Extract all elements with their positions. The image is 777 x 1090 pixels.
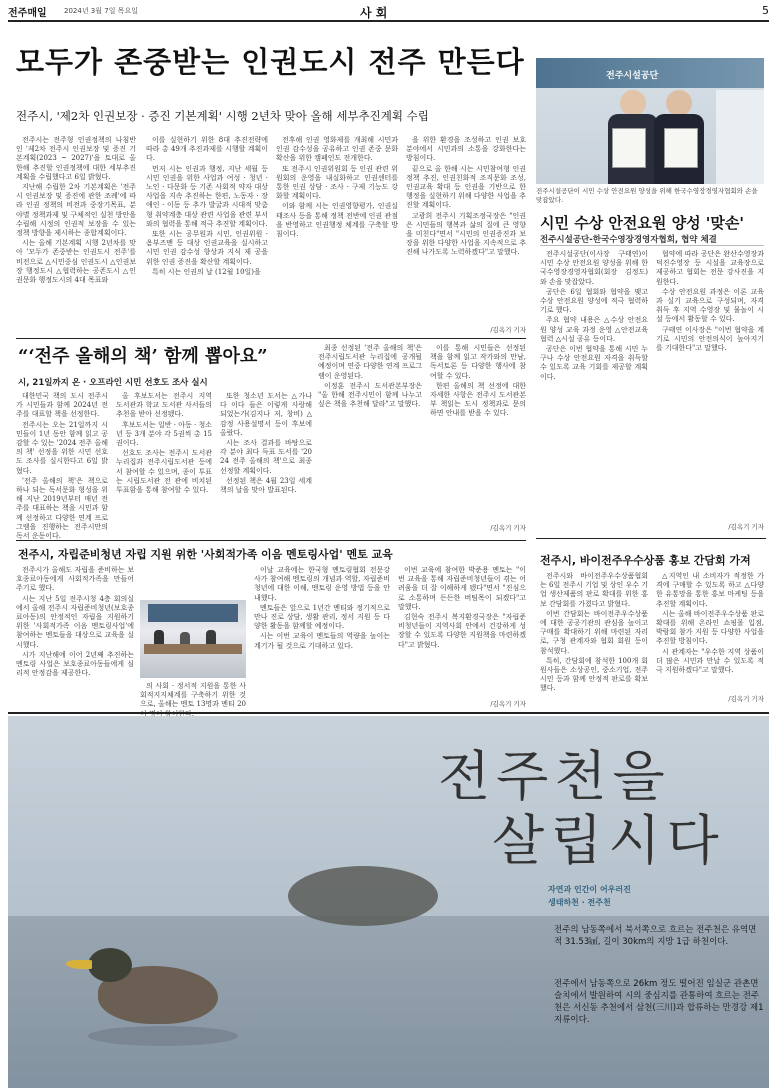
paragraph: 이번 간담회는 바이전주우수상품에 대한 공공기관의 관심을 높이고 구매를 확대하기 위해 마련된 자리로, 구청 관계자와 협회 회원 등이 참석했다. <box>540 609 648 655</box>
paragraph: 이를 실현하기 위한 8대 추진전략에 따라 총 49개 추진과제를 시행할 계획이다. <box>146 136 268 163</box>
paragraph: 고광희 전주시 기획조정국장은 "인권은 시민들의 행복과 삶의 질에 큰 영향을 미친다"면서 "시민의 인권증진과 보장을 위한 다양한 사업을 지속적으로 추진해 나가도록 노력하겠다"고 말했다. <box>406 211 526 257</box>
divider-2 <box>16 540 526 541</box>
paragraph: 공단은 이번 협약을 통해 시민 누구나 수상 안전요원 자격을 취득할 수 있도록 교육 기회를 제공할 계획이다. <box>540 345 648 381</box>
article4-headline: 전주시, 바이전주우수상품 홍보 간담회 가져 <box>540 554 751 567</box>
paragraph: '전주 올해의 책'은 책으로 하나 되는 독서문화 형성을 위해 지난 2019년부터 매년 전주를 대표하는 책을 시민과 함께 선정하고 다양한 연계 프로그램을 진행하는 전주시만의 독서 운동이다. <box>16 476 108 541</box>
person-head-right <box>666 90 692 116</box>
paragraph: 시는 조사 결과를 바탕으로 각 분야 최다 득표 도서를 '2024 전주 올해의 책'으로 최종 선정할 계획이다. <box>220 439 312 475</box>
paragraph: 또 전주시 인권위원회 등 인권 관련 위원회의 운영을 내실화하고 인권센터를 통한 인권 상담 · 조사 · 구제 기능도 강화할 계획이다. <box>276 164 398 201</box>
campaign-tag-2: 생태하천 · 전주천 <box>548 898 611 907</box>
banner-text: 전주시설공단 <box>606 71 659 81</box>
paragraph: 먼저 시는 인권과 행정, 지난 세월 등 시민 인권을 위한 사업과 여성 · 청년 · 노인 · 다문화 등 기존 사회적 약자 대상 사업을 지속 추진하는 한편, 노동자 · 장애인 · 이동 등 추가 발굴과 시대적 맞춤형 취약계층 대상 관련 사업을 관련 부서와의 협력을 통해 적극 추진할 계획이다. <box>146 164 268 228</box>
byline: /김옥기 기자 <box>490 524 526 532</box>
text-column <box>146 136 268 332</box>
paragraph: 특히 시는 인권의 날 (12월 10일)을 <box>152 267 261 276</box>
paragraph: 선호도 조사는 전주시 도서관 누리집과 전주시립도서관 등에서 참여할 수 있으며, 종이 투표는 시립도서관 전 관에 비치된 투표함을 통해 참여할 수 있다. <box>116 449 212 495</box>
divider-3 <box>8 712 769 714</box>
paragraph: 이와 함께 시는 인권영향평가, 인권실태조사 등을 통해 정책 전반에 인권 관점을 반영하고 인권행정 체계를 구축할 방침이다. <box>276 202 398 239</box>
text-column <box>540 250 648 518</box>
text-column <box>16 136 136 332</box>
paragraph: 전주시는 오는 21일까지 시민들이 1년 동안 함께 읽고 공감할 수 있는 '2024 전주 올해의 책' 선정을 위한 시민 선호도 조사를 실시한다고 6일 밝혔다. <box>16 420 108 475</box>
paragraph: 이를 통해 시민들은 선정된 책을 함께 읽고 작가와의 만남, 독서토론 등 다양한 행사에 참여할 수 있다. <box>430 344 526 380</box>
text-column <box>140 682 246 709</box>
text-column <box>406 136 526 322</box>
text-column <box>318 344 422 532</box>
paragraph: 김현숙 전주시 복지환경국장은 "자립준비청년들이 지역사회 안에서 건강하게 성장할 수 있도록 다양한 지원책을 마련하겠다"고 밝혔다. <box>398 613 526 649</box>
paragraph: 주요 협약 내용은 △수상 안전요원 양성 교육 과정 운영 △안전교육 협력 △시설 공유 등이다. <box>540 316 648 343</box>
text-column <box>540 572 648 700</box>
text-column <box>656 572 764 692</box>
text-column <box>220 392 312 532</box>
campaign-title-2: 살립시다 <box>492 809 725 872</box>
paragraph: 공단은 6일 협회와 협약을 맺고 수상 안전요원 양성에 적극 협력하기로 했다. <box>540 287 648 315</box>
ceremony-photo <box>536 58 764 184</box>
training-screen <box>148 604 238 622</box>
paragraph: 끝으로 올 한해 시는 시민참여형 인권정책 추진, 인권친화적 조직문화 조성, 인권교육 확대 등 인권을 기반으로 한 행정을 실현하기 위해 다양한 사업을 추진할 계획이다. <box>406 164 526 210</box>
paragraph: 전주시가 올해도 자립을 준비하는 보호종료아동에게 사회적가족을 만들어주기로 했다. <box>16 566 134 593</box>
campaign-tag-1: 자연과 인간이 어우러진 <box>548 885 631 894</box>
paragraph: 수상 안전요원 과정은 이론 교육과 실기 교육으로 구성되며, 자격 취득 후 지역 수영장 및 물놀이 시설 등에서 활동할 수 있다. <box>656 287 764 324</box>
issue-date: 2024년 3월 7일 목요일 <box>64 7 138 15</box>
standing-banner <box>716 90 764 184</box>
byline: /김옥기 기자 <box>728 695 764 703</box>
byline: /김옥기 기자 <box>490 326 526 334</box>
article3-subhead: 시, 21일까지 온 · 오프라인 시민 선호도 조사 실시 <box>18 378 208 388</box>
paragraph: 시는 올해 바이전주우수상품 판로 확대를 위해 온라인 쇼핑몰 입점, 박람회 참가 지원 등 다양한 사업을 추진할 방침이다. <box>656 609 764 646</box>
paper-name: 전주매일 <box>8 8 47 19</box>
paragraph: 또한 시는 공무원과 시민, 인권위원 · 옴부즈맨 등 대상 인권교육을 실시하고 시민 인권 감수성 향상과 지식 제 공을 위한 인권 증진을 확산할 계획이다. <box>146 230 268 266</box>
campaign-paragraph-2: 전주에서 남동쪽으로 26km 정도 떨어진 임실군 관촌면 슬치에서 발원하여 시의 중심지를 관통하여 흐르는 전주천은 서신동 추천에서 삼천(三川)과 합류하는 만경강 제1지류이다. <box>554 979 764 1025</box>
text-column <box>276 136 398 332</box>
text-column <box>16 566 134 706</box>
paragraph: 특히, 간담회에 참석한 100개 회원사들은 소상공인, 중소기업, 전주시민 등과 함께 안정적 판로를 확보했다. <box>540 656 648 693</box>
attendee <box>180 632 190 644</box>
article2-rule <box>540 245 764 246</box>
masthead <box>8 4 769 18</box>
agreement-folder-left <box>612 128 646 168</box>
photo1-caption: 전주시설공단이 시민 수상 안전요원 양성을 위해 한국수영장경영자협회와 손을 맞잡았다. <box>536 187 758 204</box>
paragraph: 또한 청소년 도서는 △가나다 이다 들은 이렇게 사랑해 되었는가(김지나 저, 창비) △감정 사용설명서 등이 후보에 올랐다. <box>220 392 312 437</box>
paragraph: 이번 교육에 참여한 박준용 멘토는 "이번 교육을 통해 자립준비청년들이 겪는 어려움을 더 잘 이해하게 됐다"면서 "진심으로 소통하며 든든한 버팀목이 되겠다"고 말했다. <box>398 566 526 611</box>
text-column <box>656 250 764 518</box>
campaign-ad <box>8 716 769 1088</box>
paragraph: 구태연 이사장은 "이번 협약을 계기로 시민의 안전의식이 높아지기를 기대한다"고 말했다. <box>656 325 764 353</box>
article2-headline: 시민 수상 안전요원 양성 '맞손' <box>540 214 744 232</box>
article1-subhead: 전주시, '제2차 인권보장 · 증진 기본계획' 시행 2년차 맞아 올해 세부추진계획 수립 <box>16 109 429 123</box>
rock <box>288 866 438 926</box>
paragraph: 전주시와 바이전주우수상품협회는 6일 전주시 기업 및 상인 우수 기업 생산제품의 판로 확대를 위한 홍보 간담회를 가졌다고 밝혔다. <box>540 572 648 608</box>
campaign-paragraph-1: 전주의 남동쪽에서 북서쪽으로 흐르는 전주천은 유역면적 31.53㎢, 길이 30km의 지방 1급 하천이다. <box>554 925 757 947</box>
main-headline: 모두가 존중받는 인권도시 전주 만든다 <box>16 45 525 79</box>
attendee <box>206 630 216 644</box>
paragraph: 의 사회 · 정서적 지원을 통한 사회적지지체계를 구축하기 위한 것으로, 올해는 멘토 13명과 멘티 20 <box>140 682 246 709</box>
text-column <box>430 344 526 520</box>
person-head-left <box>620 90 646 116</box>
attendee <box>154 630 164 644</box>
paragraph: 후보도서는 일반 · 아동 · 청소년 등 3개 분야 각 5권씩 총 15권이다. <box>116 420 212 448</box>
paragraph: 최종 선정된 '전주 올해의 책'은 전주시립도서관 누리집에 공개될 예정이며 연중 다양한 연계 프로그램이 운영된다. <box>318 344 422 380</box>
training-desks <box>144 644 242 654</box>
paragraph: △지역인 내 소비자가 적정한 가격에 구매할 수 있도록 하고 △다양한 유통망을 통한 홍보 마케팅 등을 추진할 계획이다. <box>656 572 764 608</box>
masthead-rule <box>8 20 769 22</box>
paragraph: 시가 지난해에 이어 2년째 추진하는 멘토링 사업은 보호종료아동들에게 심리적 안정감을 제공한다. <box>16 650 134 678</box>
paragraph: 전주시는 전주형 인권정책의 나침반인 '제2차 전주시 인권보장 및 증진 기본계획(2023 ~ 2027)'을 토대로 올 한해 추진할 인권정책에 대한 세부추진계획을 수립했다고 6일 밝혔다. <box>16 136 136 181</box>
paragraph: 이날 교육에는 한국형 멘토링협회 전문강사가 참여해 멘토링의 개념과 역할, 자립준비청년에 대한 이해, 멘토링 운영 방법 등을 안내했다. <box>254 566 390 602</box>
paragraph: 대한민국 책의 도시 전주시가 시민들과 함께 2024년 전주를 대표할 책을 선정한다. <box>16 392 108 419</box>
paragraph: 지난해 수립한 2차 기본계획은 '전주시 인권보장 및 증진에 관한 조례'에 따라 인권 정책의 비전과 중장기목표, 분야별 정책과제 및 구체적인 실천 방안을 수립해 시정의 인권적 보장을 수 있는 정책 방향을 제시하는 종합계획이다. <box>16 183 136 238</box>
paragraph: 협약에 따라 공단은 완산수영장과 덕진수영장 등 시설을 교육장으로 제공하고 협회는 전문 강사진을 지원한다. <box>656 250 764 286</box>
text-column <box>254 566 390 706</box>
paragraph: 전후해 인권 영화제를 개최해 시민과 인권 감수성을 공유하고 인권 존중 문화 확산을 위한 캠페인도 전개한다. <box>276 136 398 163</box>
paragraph: 한편 올해의 책 선정에 대한 자세한 사항은 전주시 도서관본부 책읽는 도시 정책과로 문의하면 안내를 받을 수 있다. <box>430 381 526 418</box>
paragraph: 올 후보도서는 전주시 지역 도서관과 학교 도서관 사서들의 추천을 받아 선정됐다. <box>116 392 212 419</box>
text-column <box>16 392 108 541</box>
paragraph: 멘토들은 앞으로 1년간 멘티와 정기적으로 만나 진로 상담, 생활 관리, 정서 지원 등 다양한 활동을 함께할 예정이다. <box>254 603 390 631</box>
byline: /김옥기 기자 <box>728 523 764 531</box>
text-column <box>398 566 526 696</box>
paragraph: 을 위한 환경을 조성하고 인권 보호 분야에서 시민과의 소통을 강화한다는 방침이다. <box>406 136 526 163</box>
divider-1 <box>16 338 526 339</box>
paragraph: 전주시설공단(이사장 구태연)이 시민 수상 안전요원 양성을 위해 한국수영장경영자협회(회장 김정도)와 손을 맞잡았다. <box>540 250 648 286</box>
paragraph: 시는 이번 교육이 멘토들의 역량을 높이는 계기가 될 것으로 기대하고 있다. <box>254 632 390 650</box>
article3-headline: “‘전주 올해의 책’ 함께 뽑아요” <box>18 346 268 367</box>
paragraph: 시는 올해 기본계획 시행 2년차를 맞아 '모두가 존중받는 인권도시 전주'를 비전으로 △시민중심 인권도시 △인권보장 행정도시 △협력하는 공존도시 △인권문화 행정도시의 4대 목표와 <box>16 239 136 285</box>
paragraph: 선정된 책은 4월 23일 세계 책의 날을 맞아 발표된다. <box>220 476 312 495</box>
article5-headline: 전주시, 자립준비청년 자립 지원 위한 '사회적가족 이음 멘토링사업' 멘토 교육 <box>18 548 393 561</box>
text-column <box>116 392 212 532</box>
byline: /김옥기 기자 <box>490 700 526 708</box>
duck-head <box>88 948 132 982</box>
paragraph: 시는 지난 5일 전주시청 4층 회의실에서 올해 전주시 자립준비청년(보호종료아동)의 안정적인 자립을 지원하기 위한 '사회적가족 이음 멘토링사업'에 참여하는 멘토들을 대상으로 교육을 실시했다. <box>16 594 134 649</box>
duck-reflection <box>88 1026 238 1046</box>
page-number: 5 <box>762 4 769 17</box>
training-photo <box>140 600 246 678</box>
article2-subhead: 전주시설공단-한국수영장경영자협회, 협약 체결 <box>540 235 717 245</box>
agreement-folder-right <box>664 128 698 168</box>
divider-right <box>536 538 766 539</box>
campaign-title-1: 전주천을 <box>438 745 671 808</box>
paragraph: 이정훈 전주시 도서관본부장은 "올 한해 전주시민이 함께 나누고 싶은 책을 추천해 달라"고 말했다. <box>318 381 422 409</box>
section-name: 사 회 <box>360 6 388 20</box>
paragraph: 시 관계자는 "우수한 지역 상품이 더 많은 시민과 만날 수 있도록 적극 지원하겠다"고 말했다. <box>656 647 764 675</box>
